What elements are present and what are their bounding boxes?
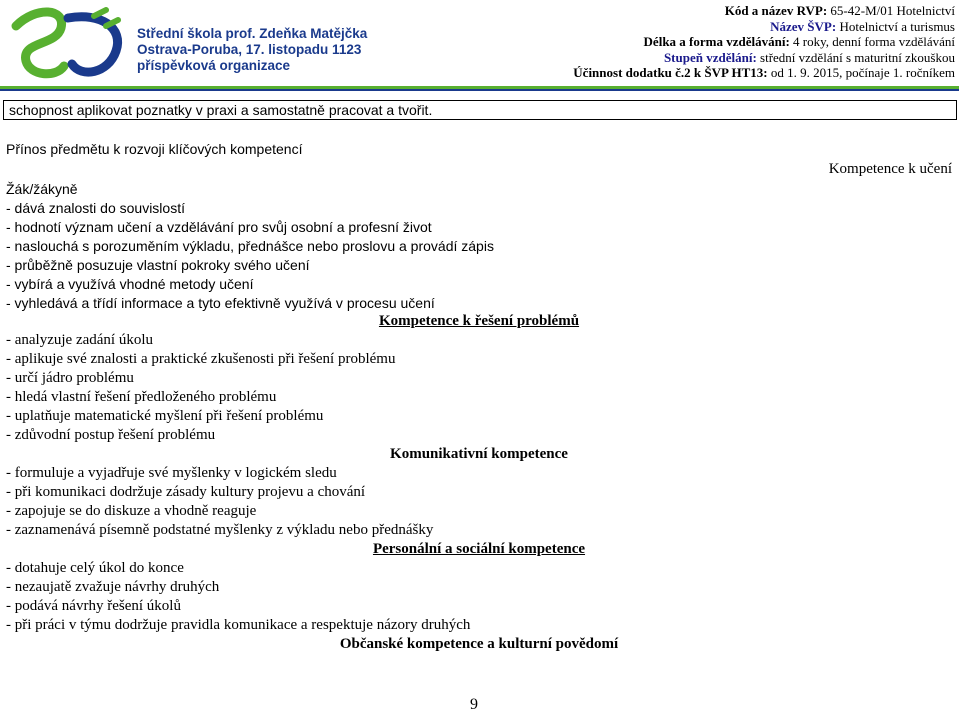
list-item: - dává znalosti do souvislostí: [6, 200, 185, 216]
list-item: - určí jádro problému: [6, 370, 134, 386]
list-item: - zaznamenává písemně podstatné myšlenky z výkladu nebo přednášky: [6, 522, 434, 538]
list-item: - vyhledává a třídí informace a tyto efektivně využívá v procesu učení: [6, 295, 435, 311]
rvp-line: Kód a název RVP: 65-42-M/01 Hotelnictví: [724, 3, 955, 18]
list-item: - hodnotí význam učení a vzdělávání pro svůj osobní a profesní život: [6, 219, 432, 235]
page-header: [0, 0, 959, 92]
list-item: - zdůvodní postup řešení problému: [6, 427, 216, 443]
problem-title: Kompetence k řešení problémů: [378, 313, 580, 329]
validity-line: Účinnost dodatku č.2 k ŠVP HT13: od 1. 9. 2015, počínaje 1. ročníkem: [573, 65, 955, 81]
list-item: - zapojuje se do diskuze a vhodně reaguje: [6, 503, 257, 519]
list-item: - aplikuje své znalosti a praktické zkušenosti při řešení problému: [6, 351, 396, 367]
school-line-1: Střední škola prof. Zdeňka Matějčka: [137, 26, 368, 41]
list-item: - hledá vlastní řešení předloženého problému: [6, 389, 277, 405]
school-line-2: Ostrava-Poruba, 17. listopadu 1123: [137, 42, 362, 57]
list-item: - průběžně posuzuje vlastní pokroky svého učení: [6, 257, 310, 273]
list-item: - naslouchá s porozuměním výkladu, přednášce nebo proslovu a provádí zápis: [6, 238, 494, 254]
list-item: - analyzuje zadání úkolu: [6, 332, 154, 348]
list-item: - nezaujatě zvažuje návrhy druhých: [6, 579, 220, 595]
personal-title: Personální a sociální kompetence: [372, 541, 586, 557]
school-logo: [6, 6, 130, 84]
list-item: - vybírá a využívá vhodné metody učení: [6, 276, 254, 292]
duration-line: Délka a forma vzdělávání: 4 roky, denní forma vzdělávání: [643, 34, 955, 50]
list-item: - podává návrhy řešení úkolů: [6, 598, 181, 614]
header-divider-blue: [0, 89, 959, 91]
curriculum-info: [573, 3, 955, 81]
communication-title: Komunikativní kompetence: [390, 446, 568, 462]
school-line-3: příspěvková organizace: [137, 58, 291, 73]
svp-line: Název ŠVP: Hotelnictví a turismus: [770, 18, 955, 34]
list-item: - dotahuje celý úkol do konce: [6, 560, 184, 576]
civic-title: Občanské kompetence a kulturní povědomí: [339, 636, 619, 652]
goal-box: schopnost aplikovat poznatky v praxi a samostatně pracovat a tvořit.: [3, 100, 957, 120]
school-name: [137, 26, 367, 74]
learning-title: Kompetence k učení: [828, 161, 952, 177]
list-item: - při komunikaci dodržuje zásady kultury projevu a chování: [6, 484, 366, 500]
section-title: Přínos předmětu k rozvoji klíčových kompetencí: [6, 141, 303, 157]
list-item: - formuluje a vyjadřuje své myšlenky v logickém sledu: [6, 465, 337, 481]
page-number: 9: [470, 696, 478, 713]
list-item: - uplatňuje matematické myšlení při řešení problému: [6, 408, 324, 424]
list-item: - při práci v týmu dodržuje pravidla komunikace a respektuje názory druhých: [6, 617, 471, 633]
level-line: Stupeň vzdělání: střední vzdělání s maturitní zkouškou: [663, 49, 955, 65]
pupil-label: Žák/žákyně: [6, 181, 78, 197]
